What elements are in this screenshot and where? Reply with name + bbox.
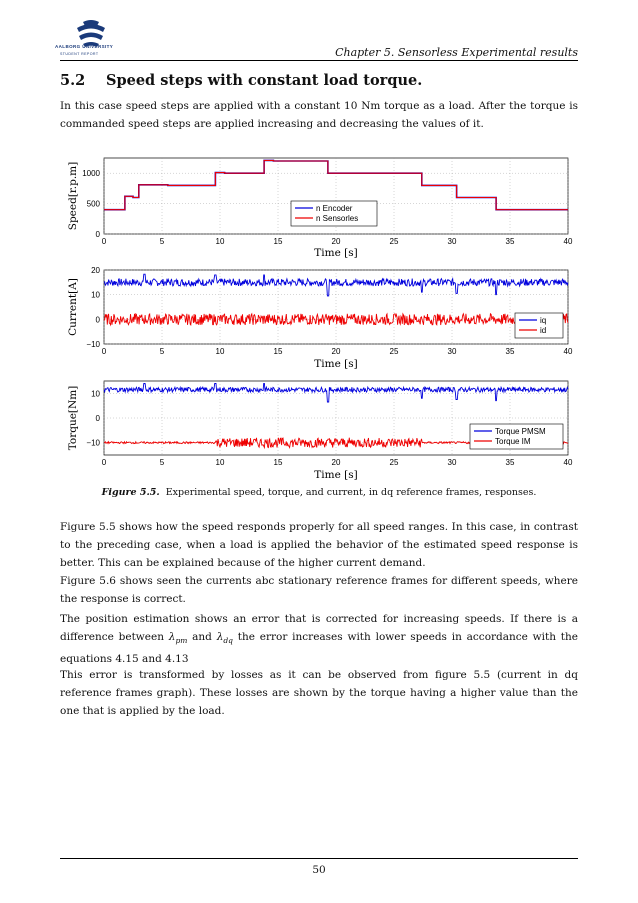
y-tick-label: 20 [91, 266, 100, 275]
y-axis-label: Current[A] [67, 278, 79, 336]
x-tick-label: 0 [101, 347, 107, 356]
lambda-pm: $\lambda_{pm}$ [168, 631, 188, 646]
legend-label: n Encoder [316, 204, 353, 213]
x-tick-label: 0 [101, 458, 107, 467]
y-tick-label: 500 [86, 199, 100, 209]
paragraph-1: Figure 5.5 shows how the speed responds properly for all speed ranges. In this case, in contrast to the preceding case, when a load is applied the behavior of the estimated speed response is better. This can be explained because of the higher current demand. [60, 521, 578, 569]
intro-paragraph: In this case speed steps are applied with a constant 10 Nm torque as a load. After the torque is commanded speed steps are applied increasing and decreasing the values of it. [60, 100, 578, 130]
x-tick-label: 30 [447, 237, 457, 246]
x-tick-label: 10 [215, 458, 225, 467]
legend-box [515, 313, 563, 338]
y-tick-label: −10 [86, 438, 100, 448]
page-number: 50 [312, 864, 326, 876]
x-tick-label: 40 [563, 347, 573, 356]
running-head: Chapter 5. Sensorless Experimental results [335, 46, 578, 59]
x-axis-label: Time [s] [314, 469, 358, 481]
y-tick-label: 1000 [82, 169, 100, 179]
y-tick-label: 0 [95, 414, 100, 423]
x-tick-label: 35 [505, 458, 515, 467]
x-tick-label: 20 [331, 347, 341, 356]
x-tick-label: 20 [331, 237, 341, 246]
x-axis-label: Time [s] [314, 247, 358, 259]
section-number: 5.2 [60, 72, 86, 89]
x-axis-label: Time [s] [314, 358, 358, 370]
paragraph-3-b: the error increases with lower speeds in accordance with the equations 4.15 and 4.13 [60, 631, 578, 666]
legend-label: Torque IM [495, 437, 531, 446]
y-axis-label: Speed[r.p.m] [67, 161, 79, 231]
x-tick-label: 5 [159, 347, 165, 356]
y-tick-label: 0 [95, 315, 100, 325]
x-tick-label: 15 [273, 458, 283, 467]
x-tick-label: 25 [389, 237, 399, 246]
x-tick-label: 15 [273, 237, 283, 246]
section-title: Speed steps with constant load torque. [106, 72, 423, 89]
x-tick-label: 30 [447, 347, 457, 356]
x-tick-label: 20 [331, 458, 341, 467]
x-tick-label: 25 [389, 347, 399, 356]
caption-text: Experimental speed, torque, and current, in dq reference frames, responses. [165, 487, 537, 498]
x-tick-label: 10 [215, 237, 225, 246]
x-tick-label: 30 [447, 458, 457, 467]
x-tick-label: 35 [505, 347, 515, 356]
y-tick-label: 10 [91, 389, 100, 399]
y-tick-label: 0 [95, 230, 100, 239]
x-tick-label: 5 [159, 237, 165, 246]
legend-label: n Sensorles [316, 214, 359, 223]
x-tick-label: 10 [215, 347, 225, 356]
x-tick-label: 40 [563, 237, 573, 246]
x-tick-label: 0 [101, 237, 107, 246]
footer-rule [60, 858, 578, 859]
y-axis-label: Torque[Nm] [67, 385, 79, 451]
chart-2 [67, 266, 573, 370]
figure-caption [60, 487, 578, 498]
paragraph-3-a: The position estimation shows an error that is corrected for increasing speeds. If there is a difference between [60, 613, 578, 643]
chart-3 [67, 381, 573, 481]
x-tick-label: 25 [389, 458, 399, 467]
legend-label: iq [540, 316, 547, 325]
chart-1 [67, 158, 573, 259]
y-tick-label: 10 [91, 290, 100, 300]
x-tick-label: 35 [505, 237, 515, 246]
y-tick-label: −10 [86, 340, 100, 349]
logo-name: AALBORG UNIVERSITY [55, 44, 114, 49]
x-tick-label: 15 [273, 347, 283, 356]
legend-label: id [540, 326, 547, 335]
paragraph-4: This error is transformed by losses as it can be observed from figure 5.5 (current in dq reference frames graph). These losses are shown by the torque having a higher value than the one that is applied by the load. [60, 669, 578, 717]
paragraph-2: Figure 5.6 shows seen the currents abc stationary reference frames for different speeds, where the response is correct. [60, 575, 578, 605]
lambda-dq: $\lambda_{dq}$ [216, 631, 233, 646]
legend-label: Torque PMSM [495, 427, 546, 436]
x-tick-label: 5 [159, 458, 165, 467]
x-tick-label: 40 [563, 458, 573, 467]
paragraph-3: The position estimation shows an error that is corrected for increasing speeds. If there is a difference between $\lambda_{pm}$ and $\lambda_{dq}$ the error increases with lower speeds in accordance with the equations 4.15 and 4.13 [60, 613, 578, 666]
caption-label: Figure 5.5. [101, 487, 160, 498]
logo-subtitle: STUDENT REPORT [60, 52, 99, 56]
